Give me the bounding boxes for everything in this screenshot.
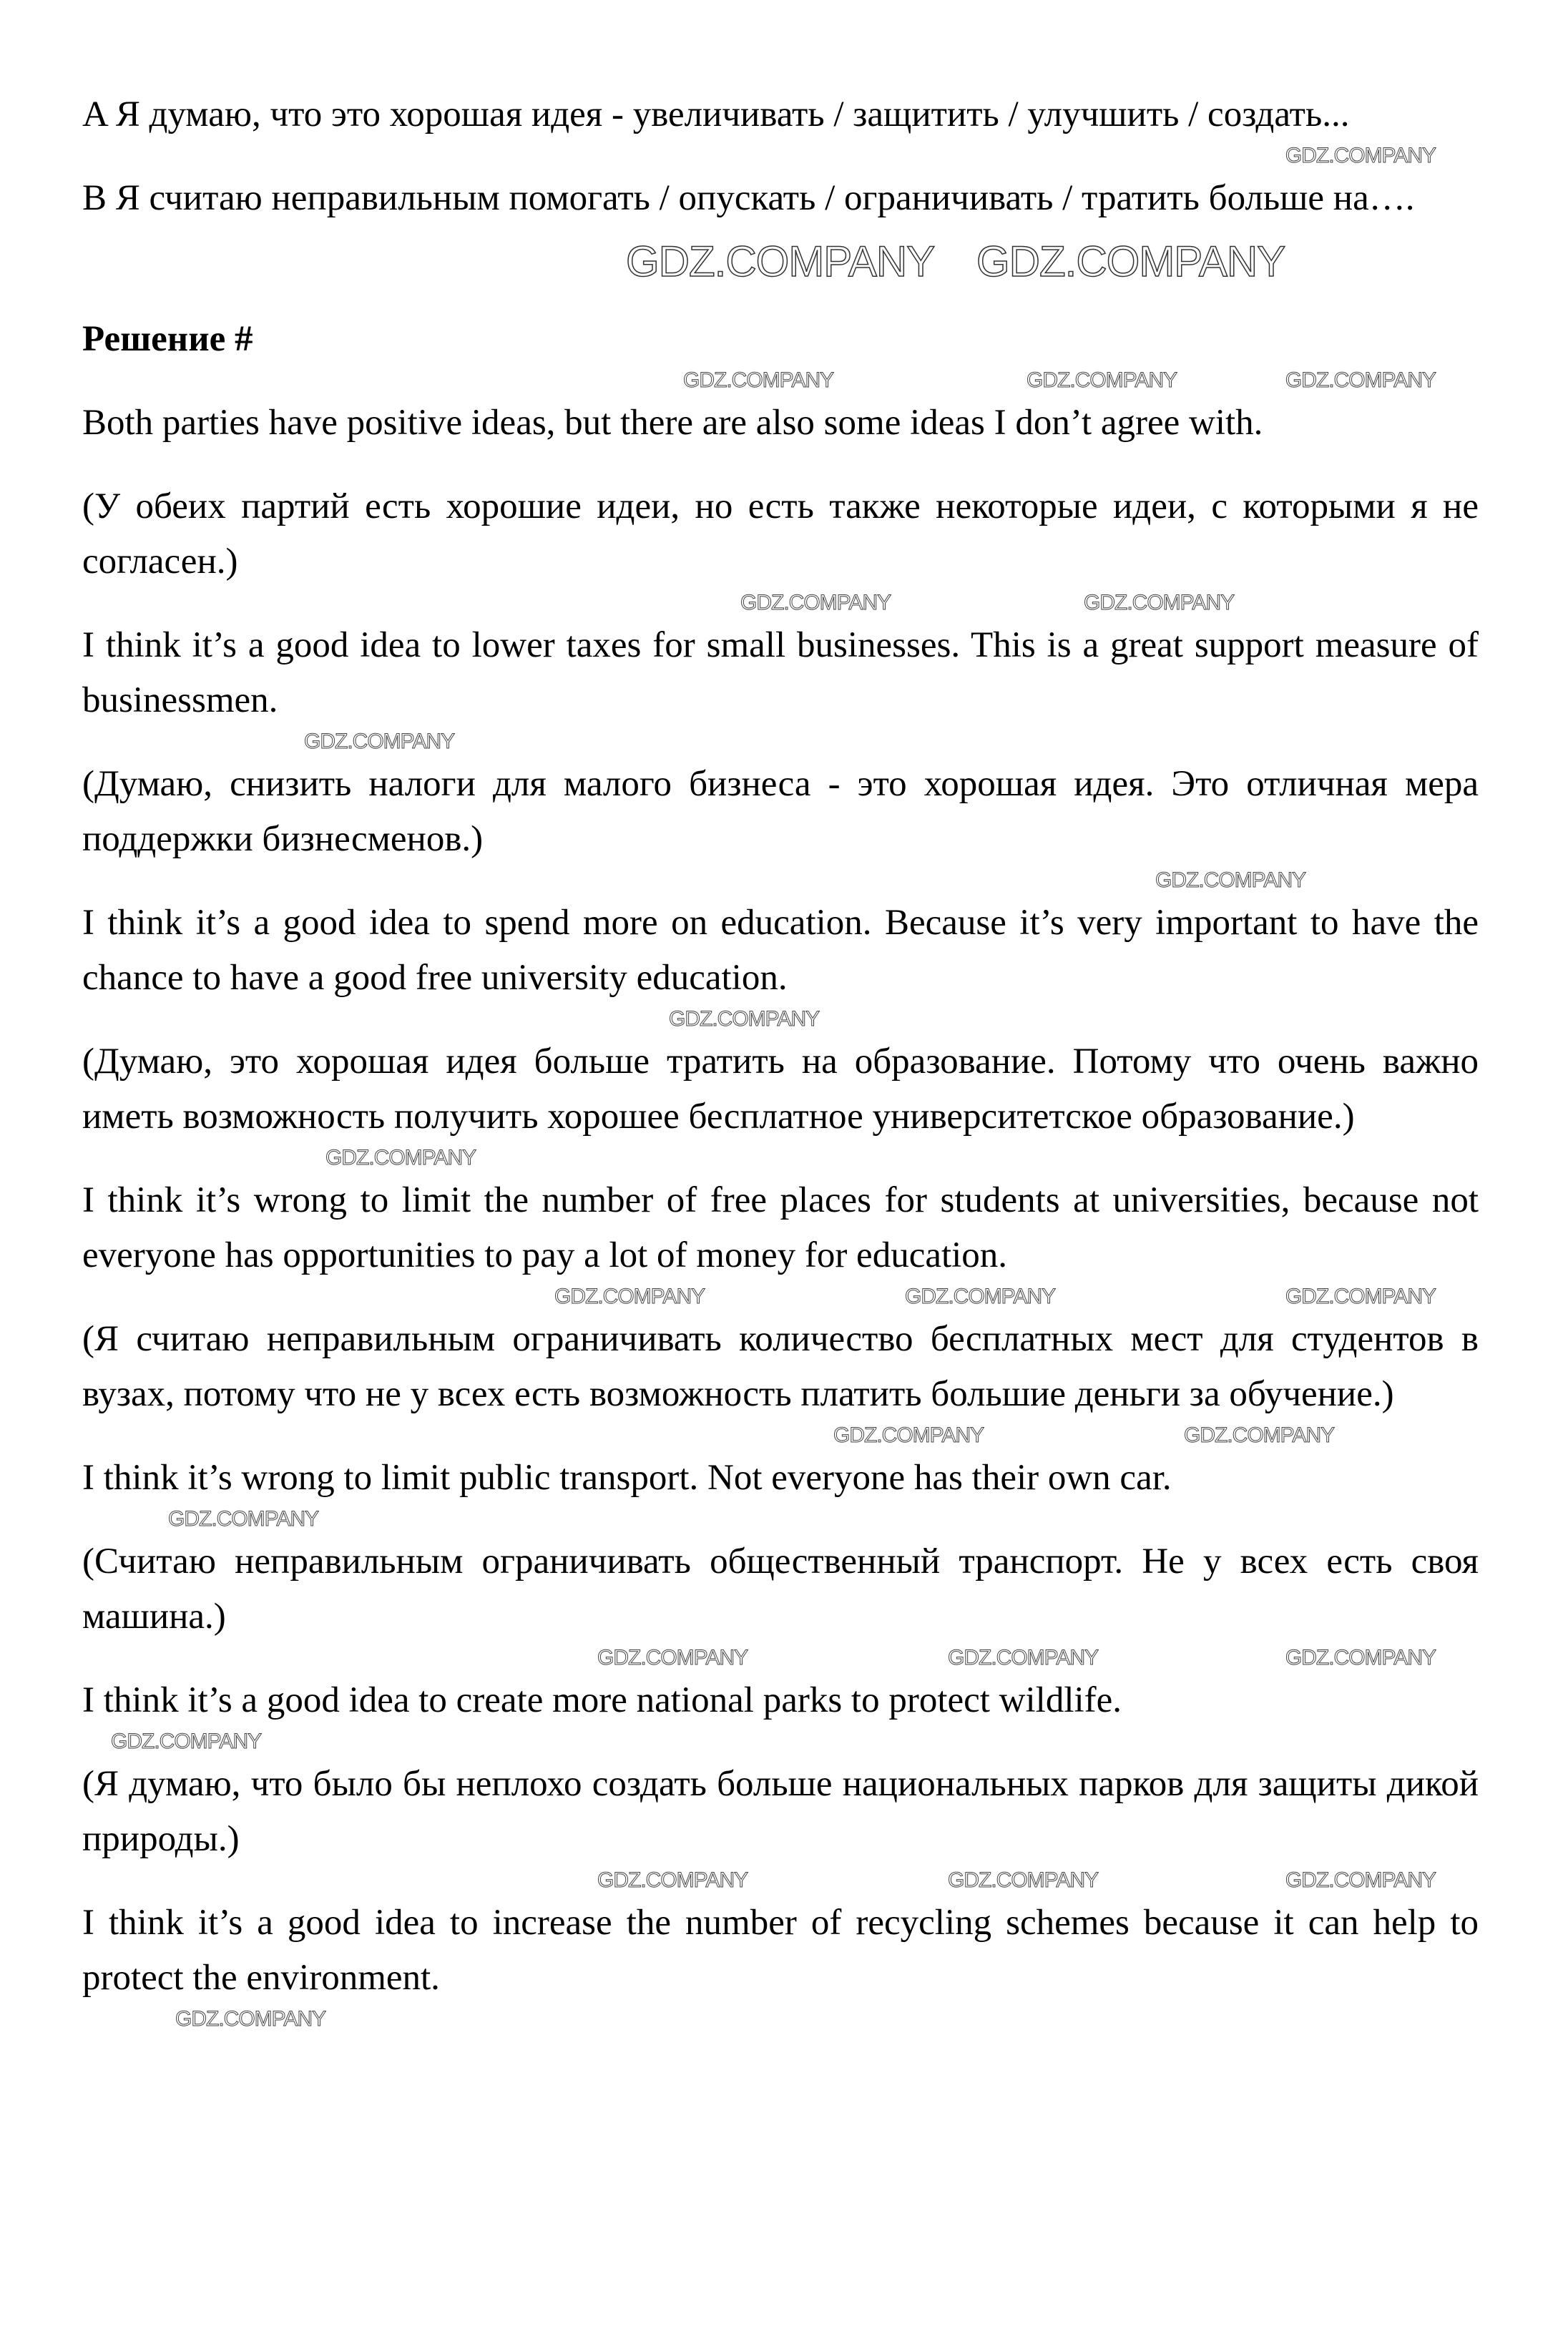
paragraph-block (82, 1896, 1479, 2031)
watermark: GDZ.COMPANY (833, 1423, 984, 1447)
option-a: A Я думаю, что это хорошая идея - увеличивать / защитить / улучшить / создать... (82, 94, 1350, 134)
document-page (82, 87, 1479, 2034)
watermark: GDZ.COMPANY (175, 2007, 326, 2031)
paragraph-block (82, 1034, 1479, 1170)
paragraph-block (82, 1534, 1479, 1669)
watermark: GDZ.COMPANY (1026, 368, 1177, 392)
paragraph: (У обеих партий есть хорошие идеи, но есть также некоторые идеи, с которыми я не согласен.) (82, 486, 1479, 582)
paragraph: Both parties have positive ideas, but there are also some ideas I don’t agree with. (82, 403, 1263, 443)
watermark: GDZ.COMPANY (554, 1285, 705, 1308)
paragraph-block (82, 896, 1479, 1031)
option-a-block (82, 87, 1479, 167)
watermark: GDZ.COMPANY (1084, 591, 1235, 614)
watermark: GDZ.COMPANY (948, 1868, 1099, 1892)
watermark: GDZ.COMPANY (1184, 1423, 1335, 1447)
solution-heading-block (82, 312, 1479, 392)
paragraph: I think it’s a good idea to spend more on education. Because it’s very important to have the chance to have a good free university education. (82, 903, 1479, 998)
paragraph: (Я считаю неправильным ограничивать количество бесплатных мест для студентов в вузах, потому что не у всех есть возможность платить большие деньги за обучение.) (82, 1319, 1479, 1414)
paragraph-block (82, 1451, 1479, 1531)
paragraph-block (82, 1173, 1479, 1308)
paragraph: I think it’s a good idea to increase the number of recycling schemes because it can help to protect the environment. (82, 1903, 1479, 1998)
paragraph-block (82, 396, 1479, 451)
watermark: GDZ.COMPANY (905, 1285, 1056, 1308)
watermark: GDZ.COMPANY (1285, 1285, 1436, 1308)
paragraph-block (82, 479, 1479, 614)
watermark: GDZ.COMPANY (626, 237, 935, 285)
watermark: GDZ.COMPANY (1155, 868, 1306, 892)
option-b-block (82, 171, 1479, 285)
paragraph-block (82, 618, 1479, 753)
watermark: GDZ.COMPANY (304, 730, 455, 753)
paragraph-block (82, 757, 1479, 892)
paragraph-block (82, 1312, 1479, 1447)
paragraph: I think it’s a good idea to create more national parks to protect wildlife. (82, 1680, 1122, 1720)
watermark: GDZ.COMPANY (669, 1007, 820, 1031)
paragraph-block (82, 1673, 1479, 1753)
paragraph: I think it’s wrong to limit public transport. Not everyone has their own car. (82, 1458, 1172, 1498)
solution-heading: Решение # (82, 319, 253, 359)
paragraph: I think it’s wrong to limit the number of free places for students at universities, because not everyone has opportunities to pay a lot of money for education. (82, 1180, 1479, 1275)
paragraph: (Думаю, снизить налоги для малого бизнеса - это хорошая идея. Это отличная мера поддержки бизнесменов.) (82, 764, 1479, 859)
watermark: GDZ.COMPANY (1285, 1868, 1436, 1892)
watermark: GDZ.COMPANY (1285, 368, 1436, 392)
paragraph: (Считаю неправильным ограничивать общественный транспорт. Не у всех есть своя машина.) (82, 1541, 1479, 1637)
watermark: GDZ.COMPANY (1285, 144, 1436, 167)
watermark: GDZ.COMPANY (597, 1646, 748, 1669)
watermark: GDZ.COMPANY (325, 1146, 476, 1170)
option-b: B Я считаю неправильным помогать / опускать / ограничивать / тратить больше на…. (82, 178, 1415, 218)
watermark: GDZ.COMPANY (597, 1868, 748, 1892)
watermark: GDZ.COMPANY (683, 368, 834, 392)
paragraph: (Думаю, это хорошая идея больше тратить на образование. Потому что очень важно иметь возможность получить хорошее бесплатное университетское образование.) (82, 1041, 1479, 1137)
paragraph: I think it’s a good idea to lower taxes for small businesses. This is a great support measure of businessmen. (82, 625, 1479, 720)
watermark: GDZ.COMPANY (948, 1646, 1099, 1669)
watermark: GDZ.COMPANY (111, 1730, 262, 1753)
watermark: GDZ.COMPANY (168, 1507, 319, 1531)
watermark: GDZ.COMPANY (740, 591, 891, 614)
watermark: GDZ.COMPANY (976, 237, 1285, 285)
paragraph: (Я думаю, что было бы неплохо создать больше национальных парков для защиты дикой природы.) (82, 1764, 1479, 1859)
watermark: GDZ.COMPANY (1285, 1646, 1436, 1669)
paragraph-block (82, 1757, 1479, 1892)
